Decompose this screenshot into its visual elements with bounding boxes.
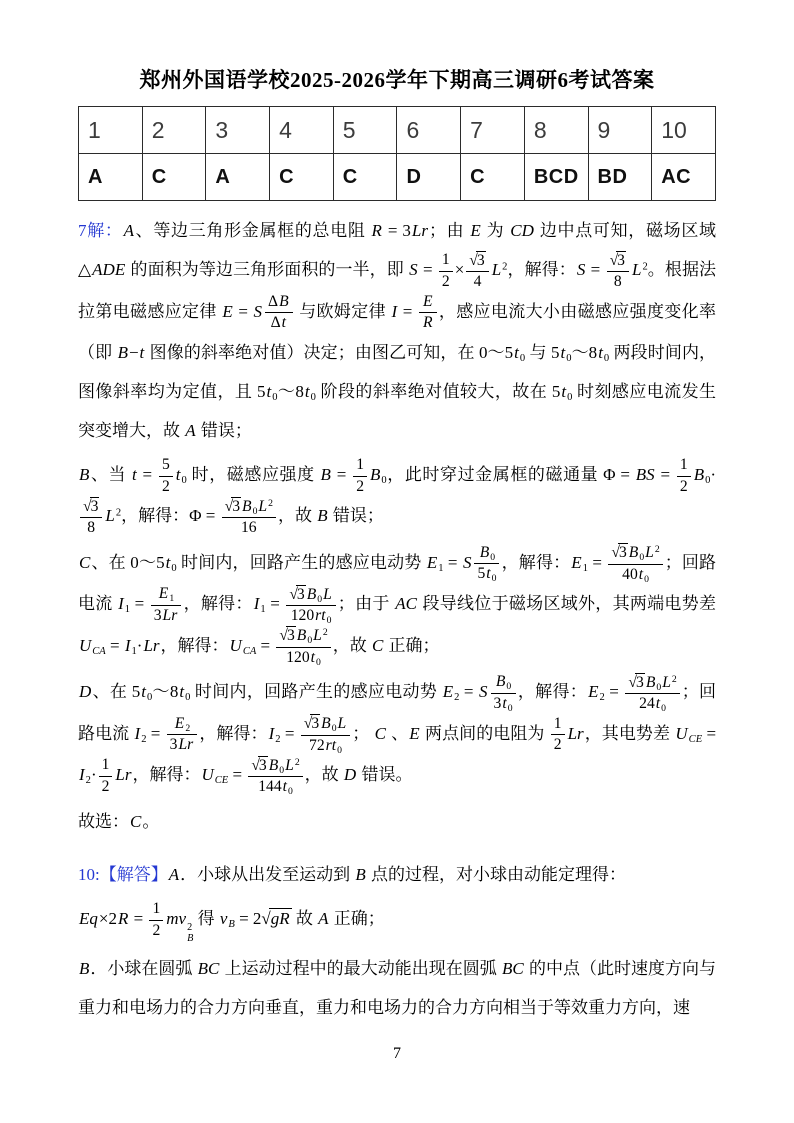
answer-cell: A	[79, 154, 143, 201]
answer-cell: A	[206, 154, 270, 201]
answer-table-number-row	[79, 107, 716, 154]
answer-cell: BD	[588, 154, 652, 201]
answer-cell: C	[270, 154, 334, 201]
question-number-cell: 3	[206, 107, 270, 154]
question-number-cell: 4	[270, 107, 334, 154]
page-title: 郑州外国语学校2025-2026学年下期高三调研6考试答案	[139, 68, 655, 92]
answer-cell: D	[397, 154, 461, 201]
solution-q7-option-b: B、当 t = $\frac{5}{2}$ $t_0$ 时，磁感应强度 B = $\frac{1}{2}$ $B_0$，此时穿过金属框的磁通量 Φ = BS = $\frac{1}{2}$ $B_0\cdot$ $\frac{√3}{8}$ $L^2$，解得：Φ = $\frac{√3 B_0L^2}{16}$ ，故 B 错误；	[79, 456, 717, 537]
solutions-text	[78, 211, 716, 1027]
answer-cell: AC	[652, 154, 716, 201]
solution-q10-option-b: B．小球在圆弧 BC 上运动过程中的最大动能出现在圆弧 BC 的中点（此时速度方向与重力和电场力的合力方向垂直，重力和电场力的合力方向相当于等效重力方向，速	[78, 959, 717, 1018]
question-number-cell: 10	[652, 107, 716, 154]
solution-q10-intro: 10:【解答】A．小球从出发至运动到 B 点的过程，对小球由动能定理得：	[78, 864, 627, 884]
answer-cell: C	[142, 154, 206, 201]
answer-table-answer-row	[79, 154, 716, 201]
answer-cell: C	[333, 154, 397, 201]
question-number-cell: 9	[588, 107, 652, 154]
solution-q7-option-c: C、在 $0\sim 5t_0$ 时间内，回路产生的感应电动势 $E_1 = S$ $\frac{B_0}{5t_0}$ ，解得：$E_1$ = $\frac{√3 B_0L^2}{40t_0}$ ；回路电流 $I_1$ = $\frac{E_1}{3Lr}$ ，解得：$I_1$ = $\frac{√3 B_0L}{120rt_0}$ ；由于 AC 段导线位于磁场区域外，其两端电势差 $U_{CA} = I_1\cdot Lr$，解得：$U_{CA}$ = $\frac{√3 B_0L^2}{120t_0}$ ，故 C 正确；	[78, 543, 717, 668]
answer-table	[78, 106, 716, 201]
question-number-cell: 2	[142, 107, 206, 154]
page-number: 7	[393, 1045, 401, 1062]
solution-q10-equation: Eq×2R = $\frac{1}{2}$ mv 2 B 得 $v_B = 2√gR$ 故 A 正确；	[79, 900, 385, 944]
answer-cell: BCD	[524, 154, 588, 201]
question-number-cell: 5	[333, 107, 397, 154]
question-number-cell: 8	[524, 107, 588, 154]
question-number-cell: 6	[397, 107, 461, 154]
solution-q7-conclusion: 故选：C。	[78, 811, 160, 831]
question-number-cell: 7	[461, 107, 525, 154]
question-number-cell: 1	[79, 107, 143, 154]
solution-q7-option-d: D、在 $5t_0\sim 8t_0$ 时间内，回路产生的感应电动势 $E_2 = S$ $\frac{B_0}{3t_0}$ ，解得：$E_2$ = $\frac{√3 B_0L^2}{24t_0}$ ；回路电流 $I_2$ = $\frac{E_2}{3Lr}$ ，解得：$I_2$ = $\frac{√3 B_0L}{72rt_0}$ ； C 、E 两点间的电阻为 $\frac{1}{2}$ Lr，其电势差 $U_{CE} = I_2\cdot$ $\frac{1}{2}$ Lr，解得：$U_{CE}$ = $\frac{√3 B_0L^2}{144t_0}$ ，故 D 错误。	[78, 673, 717, 798]
solution-q7-option-a: 7解：A、等边三角形金属框的总电阻 R = 3Lr；由 E 为 CD 边中点可知，磁场区域△ADE 的面积为等边三角形面积的一半，即 S = $\frac{1}{2}$ × $\frac{√3}{4}$ $L^2$，解得：S = $\frac{√3}{8}$ $L^2$。根据法拉第电磁感应定律 E = S $\frac{\Delta B}{\Delta t}$ 与欧姆定律 I = $\frac{E}{R}$ ，感应电流大小由磁感应强度变化率（即 B−t 图像的斜率绝对值）决定；由图乙可知，在 $0\sim 5t_0$ 与 $5t_0\sim 8t_0$ 两段时间内，图像斜率均为定值，且 $5t_0\sim 8t_0$ 阶段的斜率绝对值较大，故在 $5t_0$ 时刻感应电流发生突变增大，故 A 错误；	[78, 221, 717, 440]
answer-cell: C	[461, 154, 525, 201]
